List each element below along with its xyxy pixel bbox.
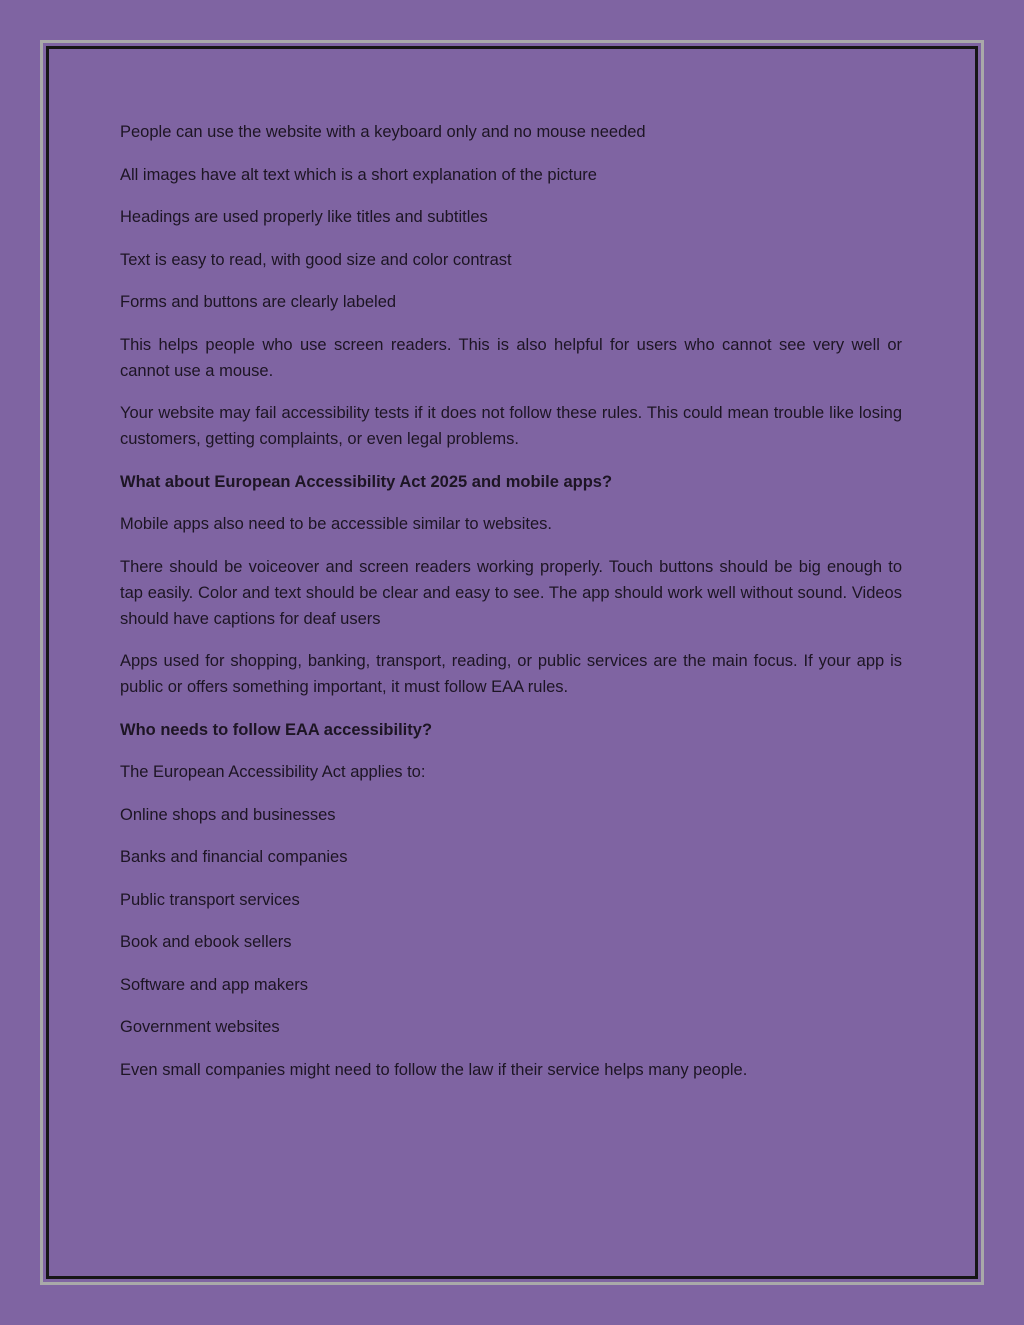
paragraph-headings: Headings are used properly like titles and subtitles [120, 208, 488, 226]
list-item-government-websites: Government websites [120, 1018, 280, 1036]
page-border-inner [46, 46, 978, 1279]
list-item-online-shops: Online shops and businesses [120, 805, 336, 824]
paragraph-apps-focus: Apps used for shopping, banking, transport, reading, or public services are the main focus. If your app is public or offers something important, it must follow EAA rules. [120, 652, 902, 696]
document-body [120, 119, 902, 1099]
heading-eaa-mobile-apps: What about European Accessibility Act 2025 and mobile apps? [120, 472, 613, 491]
paragraph-keyboard-only: People can use the website with a keyboard only and no mouse needed [120, 123, 646, 141]
paragraph-eaa-applies: The European Accessibility Act applies to: [120, 763, 426, 781]
list-item-banks: Banks and financial companies [120, 848, 348, 866]
paragraph-fail-tests: Your website may fail accessibility tests if it does not follow these rules. This could mean trouble like losing customers, getting complaints, or even legal problems. [120, 404, 902, 448]
paragraph-voiceover: There should be voiceover and screen readers working properly. Touch buttons should be big enough to tap easily. Color and text should be clear and easy to see. The app should work well without sound. Videos should have captions for deaf users [120, 557, 902, 628]
list-item-software-makers: Software and app makers [120, 975, 309, 994]
heading-who-needs-eaa: Who needs to follow EAA accessibility? [120, 720, 433, 739]
list-item-book-sellers: Book and ebook sellers [120, 933, 292, 951]
paragraph-small-companies: Even small companies might need to follow the law if their service helps many people. [120, 1060, 748, 1079]
paragraph-forms-labeled: Forms and buttons are clearly labeled [120, 293, 397, 311]
paragraph-screen-readers: This helps people who use screen readers. This is also helpful for users who cannot see very well or cannot use a mouse. [120, 335, 902, 380]
paragraph-text-contrast: Text is easy to read, with good size and color contrast [120, 250, 512, 269]
page-border-outer [40, 40, 984, 1285]
paragraph-mobile-apps: Mobile apps also need to be accessible similar to websites. [120, 515, 552, 533]
paragraph-alt-text: All images have alt text which is a short explanation of the picture [120, 165, 597, 184]
list-item-public-transport: Public transport services [120, 890, 300, 909]
